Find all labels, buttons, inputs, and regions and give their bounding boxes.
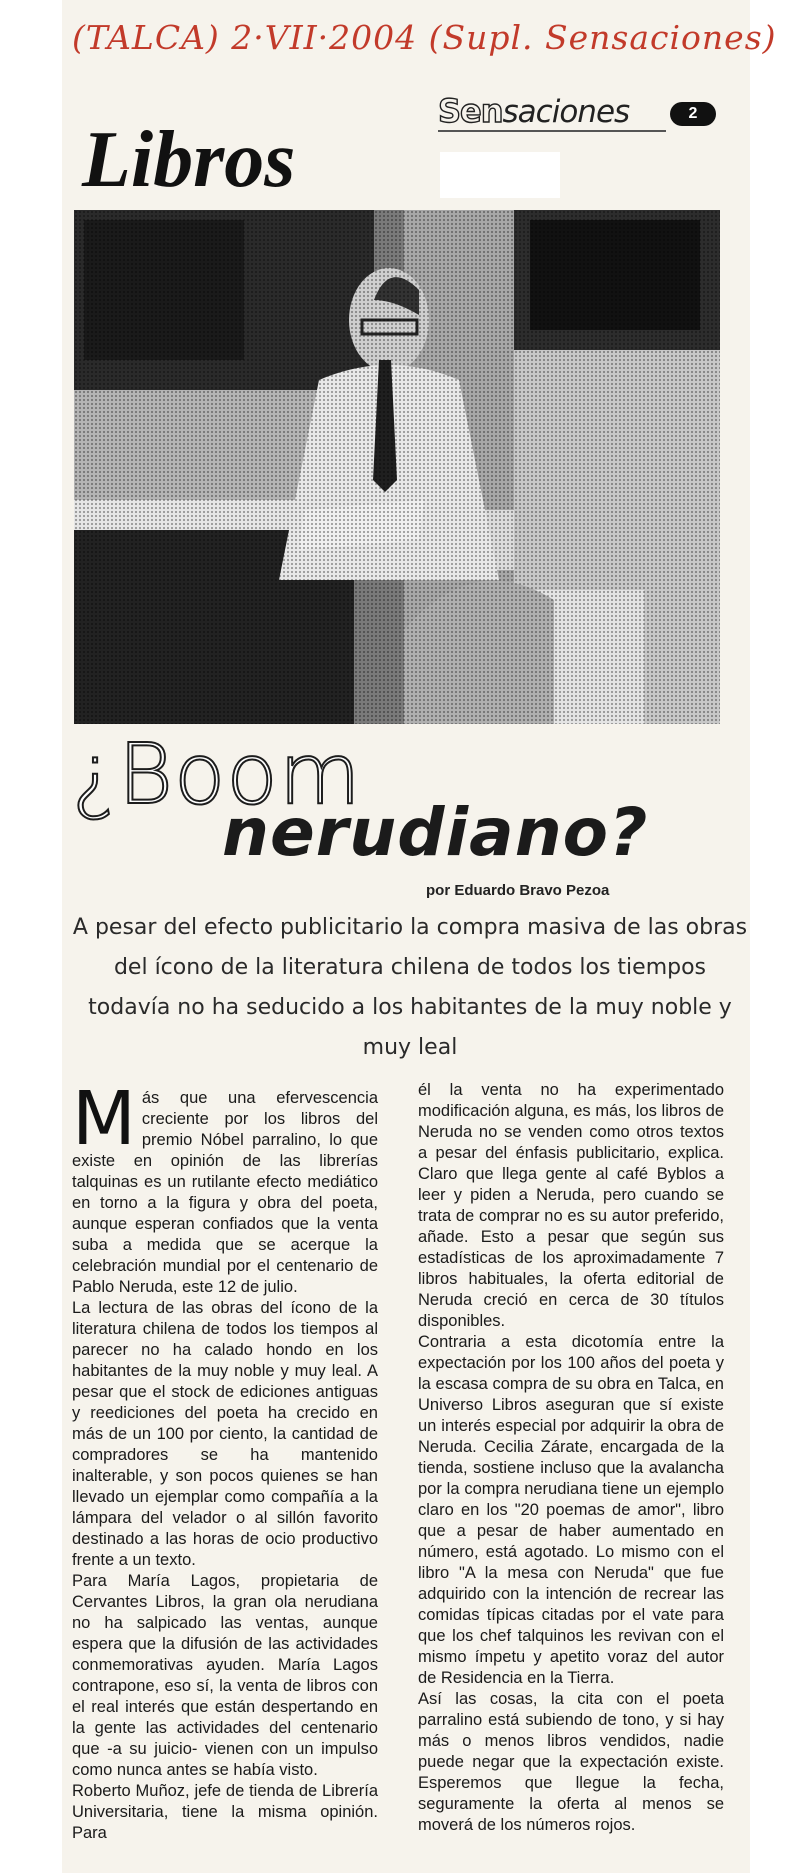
article-column-1 <box>72 1076 378 1844</box>
handwritten-note: (TALCA) 2·VII·2004 (Supl. Sensaciones) <box>72 18 777 57</box>
article-photo <box>74 210 720 724</box>
byline: por Eduardo Bravo Pezoa <box>426 882 610 899</box>
article-column-2 <box>418 1080 724 1836</box>
paragraph: Para María Lagos, propietaria de Cervantes Libros, la gran ola nerudiana no ha salpicado las ventas, aunque espera que la difusión de las actividades conmemorativas ayuden. María Lagos contrapone, eso sí, la venta de libros con el real interés que están despertando en la gente las actividades del centenario que -a su juicio- vienen con un impulso como nunca antes se había visto. <box>72 1572 378 1779</box>
headline-line1: ¿Boom <box>72 725 362 823</box>
paragraph: Roberto Muñoz, jefe de tienda de Librería Universitaria, tiene la misma opinión. Para <box>72 1782 378 1842</box>
paragraph: él la venta no ha experimentado modificación alguna, es más, los libros de Neruda no se venden como otros textos a pesar del énfasis publicitario, explica. Claro que llega gente al café Byblos a leer y piden a Neruda, pero cuando se trata de comprar no es su autor preferido, añade. Esto a pesar que según sus estadísticas de los aproximadamente 7 libros habituales, la oferta editorial de Neruda creció en cerca de 30 títulos disponibles. <box>418 1081 724 1330</box>
paragraph: La lectura de las obras del ícono de la literatura chilena de todos los tiempos al parecer no ha calado hondo en los habitantes de la muy noble y muy leal. A pesar que el stock de ediciones antiguas y reediciones del poeta ha crecido en más de un 100 por ciento, la cantidad de compradores se ha mantenido inalterable, y son pocos quienes se han llevado un ejemplar como compañía a la lámpara del velador o al sillón favorito destinado a las horas de ocio productivo frente a un texto. <box>72 1299 378 1569</box>
drop-cap: M <box>72 1076 136 1162</box>
brand-suffix: saciones <box>502 94 630 130</box>
page-number-badge: 2 <box>670 102 716 126</box>
paragraph: ás que una efervescencia creciente por los libros del premio Nóbel parralino, lo que existe en opinión de las librerías talquinas es un rutilante efecto mediático en torno a la figura y obra del poeta, aunque esperan confiados que la venta suba a medida que se acerque la celebración mundial por el centenario de Pablo Neruda, este 12 de julio. <box>72 1089 378 1296</box>
paragraph: Contraria a esta dicotomía entre la expectación por los 100 años del poeta y la escasa compra de su obra en Talca, en Universo Libros aseguran que sí existe un interés especial por adquirir la obra de Neruda. Cecilia Zárate, encargada de la tienda, sostiene incluso que la avalancha por la compra nerudiana tiene un ejemplo claro en los "20 poemas de amor", libro que a pesar de haber aumentado en número, está agotado. Lo mismo con el libro "A la mesa con Neruda" que fue adquirido con la intención de recrear las comidas típicas citadas por el vate para que los chef talquinos les revivan con el mismo ímpetu y apetito voraz del autor de Residencia en la Tierra. <box>418 1333 724 1687</box>
brand-underline <box>438 130 666 132</box>
faded-area <box>440 152 560 198</box>
headline-line2: nerudiano? <box>222 794 649 871</box>
supplement-logo <box>438 92 738 132</box>
photo-bookseller <box>74 210 720 724</box>
brand-prefix: Sen <box>438 92 503 130</box>
lede: A pesar del efecto publicitario la compra masiva de las obras del ícono de la literatura chilena de todos los tiempos todavía no ha seducido a los habitantes de la muy noble y muy leal <box>72 915 748 1060</box>
paragraph: Así las cosas, la cita con el poeta parralino está subiendo de tono, y si hay más o menos libros vendidos, nadie puede negar que la expectación existe. Esperemos que llegue la fecha, seguramente la oferta al menos se moverá de los números rojos. <box>418 1690 724 1834</box>
section-title: Libros <box>82 116 296 204</box>
